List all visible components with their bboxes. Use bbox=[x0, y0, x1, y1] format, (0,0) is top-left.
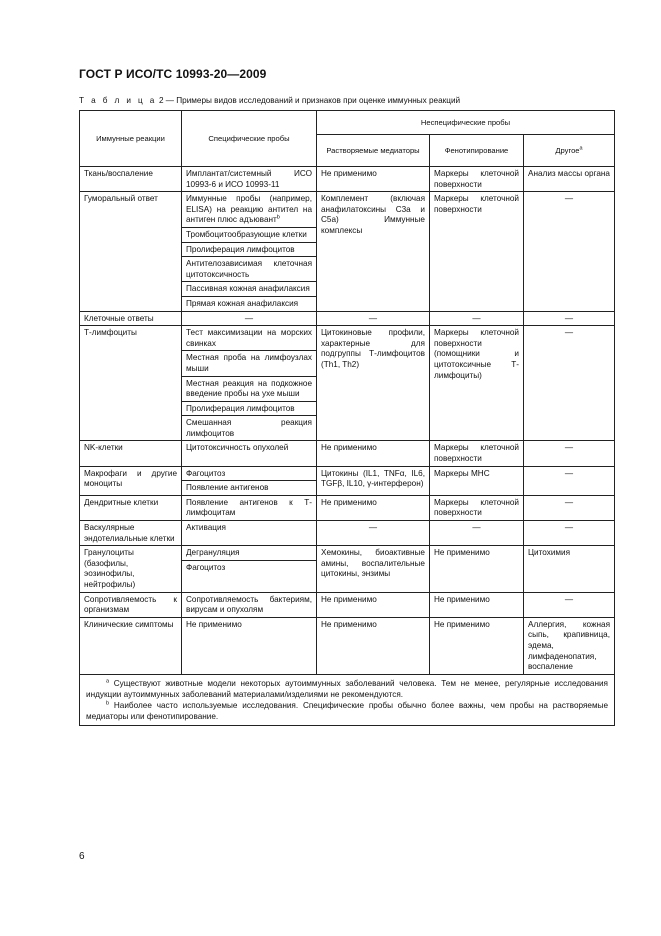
cell-immune-reaction: Гранулоциты (базофилы, эозинофилы, нейтрофилы) bbox=[80, 546, 182, 592]
table-caption-text: 2 — Примеры видов исследований и признаков при оценке иммунных реакций bbox=[158, 96, 461, 105]
cell-soluble-mediators: Не применимо bbox=[317, 167, 430, 192]
cell-soluble-mediators: Хемокины, биоактивные амины, воспалительные цитокины, энзимы bbox=[317, 546, 430, 592]
table-caption-prefix: Т а б л и ц а bbox=[79, 96, 157, 105]
table-row bbox=[80, 192, 615, 311]
cell-specific-tests bbox=[182, 495, 317, 520]
footnote-b-text: Наиболее часто используемые исследования. Специфические пробы обычно более важны, чем пробы на растворяемые медиаторы или фенотипирование. bbox=[86, 700, 609, 721]
cell-soluble-mediators: Не применимо bbox=[317, 617, 430, 674]
cell-specific-tests bbox=[182, 466, 317, 495]
specific-test-item bbox=[182, 297, 316, 311]
table-row bbox=[80, 495, 615, 520]
specific-test-item bbox=[182, 167, 316, 191]
cell-phenotyping: Не применимо bbox=[430, 592, 524, 617]
footnote-b-mark: b bbox=[106, 700, 110, 707]
cell-specific-tests bbox=[182, 592, 317, 617]
cell-immune-reaction: Васкулярные эндотелиальные клетки bbox=[80, 521, 182, 546]
cell-other: — bbox=[524, 466, 615, 495]
cell-phenotyping: — bbox=[430, 311, 524, 326]
specific-test-item bbox=[182, 467, 316, 482]
specific-test-label: Пролиферация лимфоцитов bbox=[186, 403, 295, 413]
specific-test-item bbox=[182, 377, 316, 402]
specific-test-item bbox=[182, 312, 316, 326]
specific-test-item bbox=[182, 416, 316, 440]
table-row bbox=[80, 441, 615, 466]
cell-other: Цитохимия bbox=[524, 546, 615, 592]
cell-immune-reaction: Ткань/воспаление bbox=[80, 167, 182, 192]
table-row bbox=[80, 326, 615, 441]
footnote-a bbox=[86, 678, 608, 700]
specific-test-label: Тест максимизации на морских свинках bbox=[186, 328, 312, 348]
specific-test-label: Появление антигенов к Т-лимфоцитам bbox=[186, 497, 312, 518]
footnote-row bbox=[80, 674, 615, 725]
cell-specific-tests bbox=[182, 167, 317, 192]
cell-phenotyping: — bbox=[430, 521, 524, 546]
specific-test-label: Цитотоксичность опухолей bbox=[186, 443, 289, 453]
table-row bbox=[80, 167, 615, 192]
cell-soluble-mediators: Цитокиновые профили, характерные для подгруппы Т-лимфоцитов (Th1, Th2) bbox=[317, 326, 430, 441]
cell-other: — bbox=[524, 326, 615, 441]
specific-test-label: Прямая кожная анафилаксия bbox=[186, 298, 299, 308]
cell-immune-reaction: NK-клетки bbox=[80, 441, 182, 466]
specific-test-label: Сопротивляемость бактериям, вирусам и опухолям bbox=[186, 594, 312, 615]
header-other bbox=[524, 135, 615, 167]
cell-immune-reaction: Дендритные клетки bbox=[80, 495, 182, 520]
cell-soluble-mediators: Не применимо bbox=[317, 495, 430, 520]
specific-test-label: Появление антигенов bbox=[186, 483, 269, 493]
cell-phenotyping: Маркеры клеточной поверхности bbox=[430, 495, 524, 520]
specific-test-item bbox=[182, 561, 316, 575]
header-phenotyping: Фенотипирование bbox=[430, 135, 524, 167]
cell-specific-tests bbox=[182, 192, 317, 311]
immune-table-container bbox=[79, 110, 614, 726]
cell-immune-reaction: Т-лимфоциты bbox=[80, 326, 182, 441]
cell-phenotyping: Маркеры MHC bbox=[430, 466, 524, 495]
cell-immune-reaction: Клинические симптомы bbox=[80, 617, 182, 674]
cell-immune-reaction: Клеточные ответы bbox=[80, 311, 182, 326]
specific-test-item bbox=[182, 326, 316, 351]
specific-test-label: Местная реакция на подкожное введение пробы на ухе мыши bbox=[186, 378, 312, 399]
cell-specific-tests bbox=[182, 617, 317, 674]
cell-other: — bbox=[524, 192, 615, 311]
cell-other: — bbox=[524, 521, 615, 546]
table-row bbox=[80, 311, 615, 326]
cell-soluble-mediators: Не применимо bbox=[317, 592, 430, 617]
immune-reactions-table bbox=[79, 110, 615, 726]
specific-test-item bbox=[182, 351, 316, 376]
specific-test-item bbox=[182, 593, 316, 617]
table-row bbox=[80, 521, 615, 546]
specific-test-label: Не применимо bbox=[186, 619, 242, 629]
specific-test-item bbox=[182, 521, 316, 535]
table-header-row bbox=[80, 111, 615, 135]
specific-test-item bbox=[182, 228, 316, 243]
footnotes bbox=[80, 674, 615, 725]
cell-other: — bbox=[524, 592, 615, 617]
specific-test-label: Тромбоцитообразующие клетки bbox=[186, 229, 307, 239]
specific-test-label: Антителозависимая клеточная цитотоксичность bbox=[186, 259, 312, 279]
cell-phenotyping: Не применимо bbox=[430, 546, 524, 592]
cell-phenotyping: Маркеры клеточной поверхности (помощники и цитотоксичные Т-лимфоциты) bbox=[430, 326, 524, 441]
cell-soluble-mediators: Цитокины (IL1, TNFα, IL6, TGFβ, IL10, γ-интерферон) bbox=[317, 466, 430, 495]
specific-test-label: Имплантат/системный ИСО 10993-6 и ИСО 10993-11 bbox=[186, 169, 312, 189]
header-nonspecific: Неспецифические пробы bbox=[317, 111, 615, 135]
page-number: 6 bbox=[79, 851, 85, 862]
table-caption bbox=[79, 96, 460, 105]
footnote-a-mark: a bbox=[106, 678, 110, 685]
specific-test-item bbox=[182, 441, 316, 455]
cell-other: — bbox=[524, 311, 615, 326]
specific-test-label: Смешанная реакция лимфоцитов bbox=[186, 418, 312, 438]
specific-test-item bbox=[182, 257, 316, 282]
specific-test-label: Фагоцитоз bbox=[186, 562, 226, 572]
table-row bbox=[80, 592, 615, 617]
specific-test-label: Пролиферация лимфоцитов bbox=[186, 244, 295, 254]
specific-test-label: Фагоцитоз bbox=[186, 468, 226, 478]
cell-immune-reaction: Гуморальный ответ bbox=[80, 192, 182, 311]
cell-soluble-mediators: Не применимо bbox=[317, 441, 430, 466]
header-specific: Специфические пробы bbox=[182, 111, 317, 167]
cell-specific-tests bbox=[182, 521, 317, 546]
cell-soluble-mediators: — bbox=[317, 311, 430, 326]
cell-phenotyping: Маркеры клеточной поверхности bbox=[430, 167, 524, 192]
header-other-label: Другое bbox=[555, 146, 580, 155]
cell-other: — bbox=[524, 495, 615, 520]
footnote-b bbox=[86, 700, 608, 722]
specific-test-label: Местная проба на лимфоузлах мыши bbox=[186, 353, 312, 373]
cell-phenotyping: Не применимо bbox=[430, 617, 524, 674]
specific-test-label: Пассивная кожная анафилаксия bbox=[186, 284, 310, 294]
cell-soluble-mediators: — bbox=[317, 521, 430, 546]
table-row bbox=[80, 617, 615, 674]
specific-test-item bbox=[182, 546, 316, 561]
specific-test-item bbox=[182, 192, 316, 228]
document-title: ГОСТ Р ИСО/ТС 10993-20—2009 bbox=[79, 67, 267, 81]
specific-test-label: Иммунные пробы (например, ELISA) на реакцию антител на антиген плюс адъювант bbox=[186, 194, 312, 225]
specific-test-label: Дегрануляция bbox=[186, 548, 240, 558]
cell-immune-reaction: Макрофаги и другие моноциты bbox=[80, 466, 182, 495]
cell-specific-tests bbox=[182, 326, 317, 441]
specific-test-label: Активация bbox=[186, 523, 226, 533]
specific-test-item bbox=[182, 481, 316, 495]
specific-test-item bbox=[182, 618, 316, 632]
cell-specific-tests bbox=[182, 441, 317, 466]
footnote-ref-b: b bbox=[276, 214, 280, 221]
cell-specific-tests bbox=[182, 311, 317, 326]
table-row bbox=[80, 466, 615, 495]
header-immune: Иммунные реакции bbox=[80, 111, 182, 167]
table-body bbox=[80, 167, 615, 675]
cell-other: Аллергия, кожная сыпь, крапивница, эдема, лимфаденопатия, воспаление bbox=[524, 617, 615, 674]
cell-other: — bbox=[524, 441, 615, 466]
cell-immune-reaction: Сопротивляемость к организмам bbox=[80, 592, 182, 617]
cell-other: Анализ массы органа bbox=[524, 167, 615, 192]
specific-test-item bbox=[182, 282, 316, 297]
cell-phenotyping: Маркеры клеточной поверхности bbox=[430, 192, 524, 311]
specific-test-item bbox=[182, 243, 316, 258]
cell-phenotyping: Маркеры клеточной поверхности bbox=[430, 441, 524, 466]
specific-test-item bbox=[182, 496, 316, 520]
footnote-a-text: Существуют животные модели некоторых аутоиммунных заболеваний человека. Тем не менее, регулярные исследования индукции аутоиммунных заболеваний материалами/изделиями не рекомендуются. bbox=[86, 678, 608, 699]
specific-test-item bbox=[182, 402, 316, 417]
cell-soluble-mediators: Комплемент (включая анафилатоксины C3a и C5a) Иммунные комплексы bbox=[317, 192, 430, 311]
cell-specific-tests bbox=[182, 546, 317, 592]
table-row bbox=[80, 546, 615, 592]
footnote-ref-a: a bbox=[579, 145, 583, 152]
header-soluble: Растворяемые медиаторы bbox=[317, 135, 430, 167]
specific-test-label: — bbox=[244, 313, 254, 323]
